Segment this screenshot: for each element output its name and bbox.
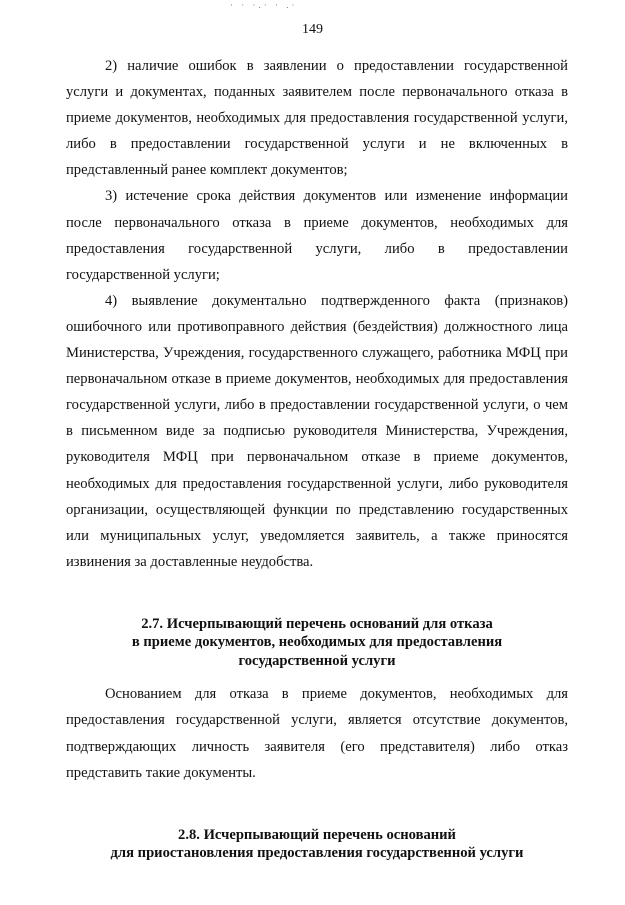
section-heading-2-8	[66, 826, 568, 863]
paragraph-item-3: 3) истечение срока действия документов или изменение информации после первоначального отказа в приеме документов, необходимых для предоставления государственной услуги, либо в предоставлении государственной услуги;	[66, 188, 568, 283]
paragraph-item-4: 4) выявление документально подтвержденного факта (признаков) ошибочного или противоправного действия (бездействия) должностного лица Министерства, Учреждения, государственного служащего, работника МФЦ при первоначальном отказе в приеме документов, необходимых для предоставления государственной услуги, либо в предоставлении государственной услуги, о чем в письменном виде за подписью руководителя Министерства, Учреждения, руководителя МФЦ при первоначальном отказе в приеме документов, необходимых для предоставления государственной услуги, либо руководителя организации, осуществляющей функции по представлению государственных или муниципальных услуг, уведомляется заявитель, а также приносятся извинения за доставленные неудобства.	[66, 292, 568, 570]
section-heading-2-7	[66, 615, 568, 671]
paragraph-item-2: 2) наличие ошибок в заявлении о предоставлении государственной услуги и документах, поданных заявителем после первоначального отказа в приеме документов, необходимых для предоставления государственной услуги, либо в предоставлении государственной услуги и не включенных в представленный ранее комплект документов;	[66, 58, 568, 179]
scan-artifact: · · ·.· · .·	[230, 0, 298, 10]
document-body	[66, 53, 568, 863]
section-2-7-body: Основанием для отказа в приеме документов, необходимых для предоставления государственной услуги, является отсутствие документов, подтверждающих личность заявителя (его представителя) либо отказ представить такие документы.	[66, 686, 568, 781]
heading-line: государственной услуги	[238, 652, 396, 669]
heading-line: 2.7. Исчерпывающий перечень оснований для отказа	[141, 615, 493, 632]
page-number: 149	[302, 22, 323, 37]
heading-line: в приеме документов, необходимых для предоставления	[131, 634, 503, 651]
heading-line: для приостановления предоставления государственной услуги	[110, 845, 524, 862]
heading-line: 2.8. Исчерпывающий перечень оснований	[178, 826, 456, 843]
